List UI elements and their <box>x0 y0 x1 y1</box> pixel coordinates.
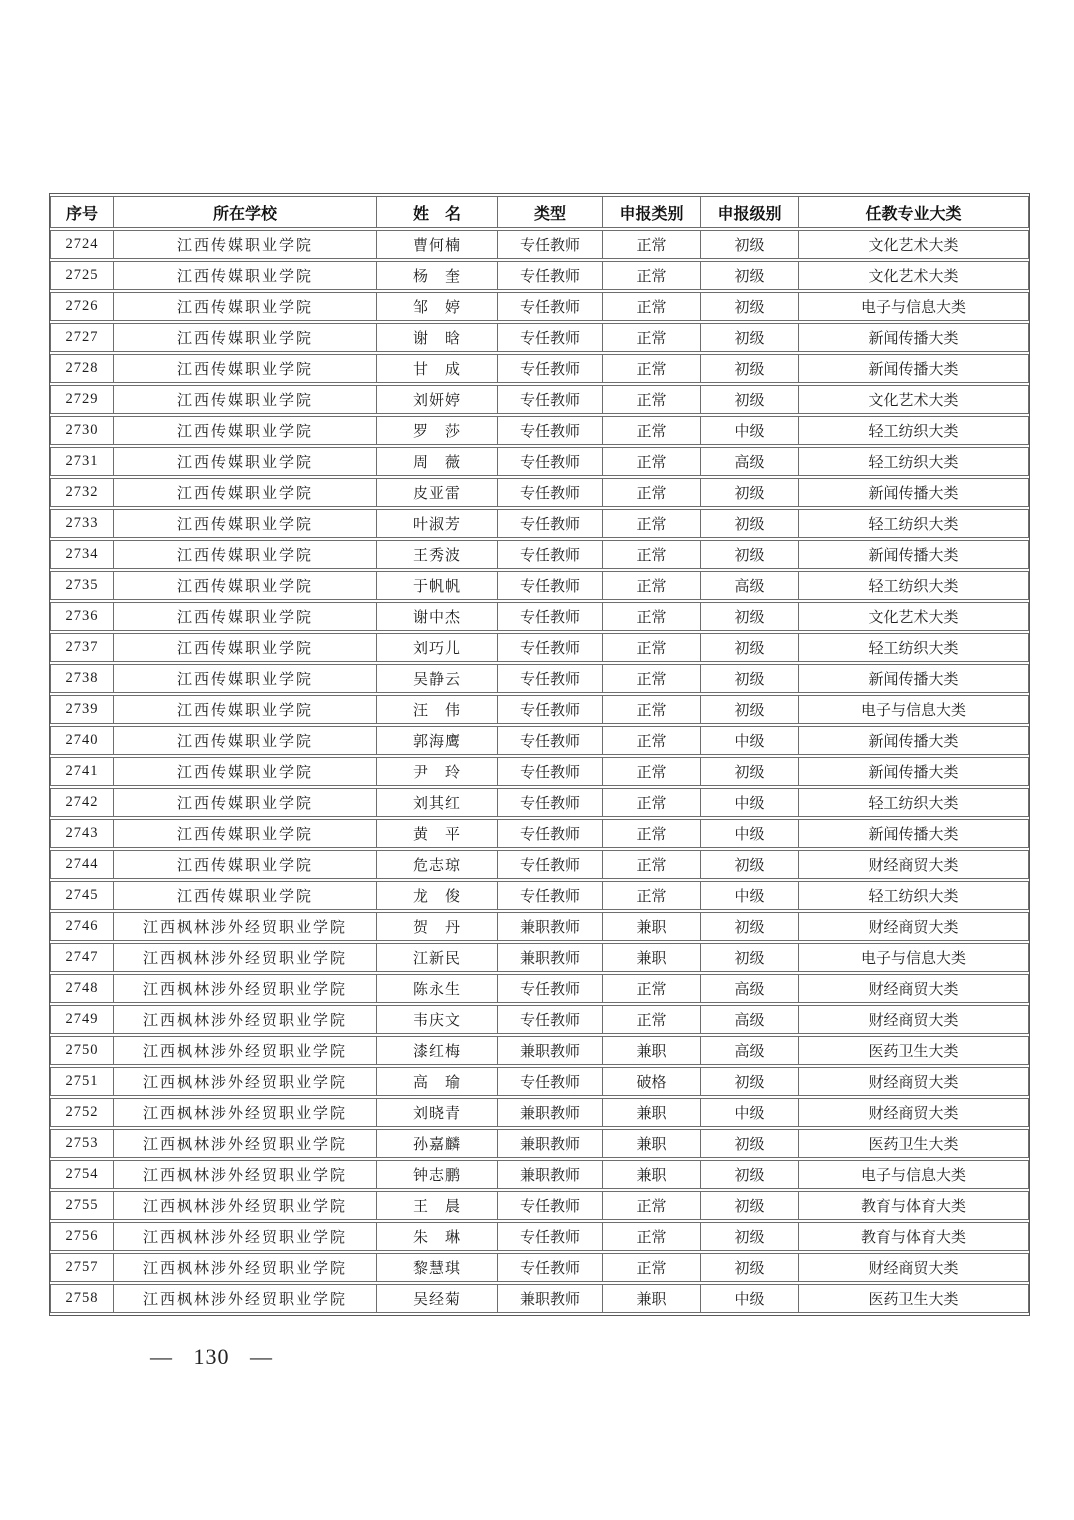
type-cell: 兼职教师 <box>498 1160 603 1189</box>
teacher-roster-table-wrap <box>49 193 1028 1316</box>
category-cell: 兼职 <box>603 1098 701 1127</box>
name-cell: 黄 平 <box>377 819 498 848</box>
index-cell: 2730 <box>50 416 114 445</box>
type-cell: 兼职教师 <box>498 943 603 972</box>
table-row <box>50 881 1029 910</box>
type-cell: 专任教师 <box>498 664 603 693</box>
category-cell: 正常 <box>603 1222 701 1251</box>
table-row <box>50 1160 1029 1189</box>
table-row <box>50 1253 1029 1282</box>
table-row <box>50 1129 1029 1158</box>
index-cell: 2740 <box>50 726 114 755</box>
index-cell: 2738 <box>50 664 114 693</box>
index-cell: 2752 <box>50 1098 114 1127</box>
table-row <box>50 788 1029 817</box>
name-cell: 钟志鹏 <box>377 1160 498 1189</box>
category-cell: 正常 <box>603 571 701 600</box>
level-cell: 初级 <box>701 540 799 569</box>
level-cell: 初级 <box>701 1253 799 1282</box>
table-row <box>50 292 1029 321</box>
category-cell: 正常 <box>603 602 701 631</box>
category-cell: 正常 <box>603 292 701 321</box>
major-cell: 文化艺术大类 <box>799 230 1029 259</box>
table-row <box>50 819 1029 848</box>
index-cell: 2728 <box>50 354 114 383</box>
type-cell: 专任教师 <box>498 323 603 352</box>
school-cell: 江西枫林涉外经贸职业学院 <box>114 1005 377 1034</box>
level-cell: 初级 <box>701 695 799 724</box>
level-cell: 初级 <box>701 602 799 631</box>
level-cell: 初级 <box>701 230 799 259</box>
table-row <box>50 695 1029 724</box>
type-cell: 专任教师 <box>498 540 603 569</box>
school-cell: 江西传媒职业学院 <box>114 633 377 662</box>
index-cell: 2736 <box>50 602 114 631</box>
table-row <box>50 354 1029 383</box>
level-cell: 初级 <box>701 385 799 414</box>
type-cell: 专任教师 <box>498 1005 603 1034</box>
type-cell: 专任教师 <box>498 509 603 538</box>
level-cell: 高级 <box>701 974 799 1003</box>
name-cell: 杨 奎 <box>377 261 498 290</box>
index-cell: 2757 <box>50 1253 114 1282</box>
type-cell: 专任教师 <box>498 478 603 507</box>
index-cell: 2739 <box>50 695 114 724</box>
major-cell: 财经商贸大类 <box>799 1005 1029 1034</box>
index-cell: 2737 <box>50 633 114 662</box>
school-cell: 江西传媒职业学院 <box>114 726 377 755</box>
school-cell: 江西传媒职业学院 <box>114 664 377 693</box>
major-cell: 新闻传播大类 <box>799 354 1029 383</box>
level-cell: 初级 <box>701 943 799 972</box>
name-cell: 韦庆文 <box>377 1005 498 1034</box>
major-cell: 轻工纺织大类 <box>799 571 1029 600</box>
category-cell: 正常 <box>603 974 701 1003</box>
index-cell: 2746 <box>50 912 114 941</box>
name-cell: 汪 伟 <box>377 695 498 724</box>
index-cell: 2732 <box>50 478 114 507</box>
school-cell: 江西传媒职业学院 <box>114 230 377 259</box>
category-cell: 正常 <box>603 447 701 476</box>
table-row <box>50 1284 1029 1313</box>
category-cell: 正常 <box>603 323 701 352</box>
major-cell: 文化艺术大类 <box>799 385 1029 414</box>
table-row <box>50 757 1029 786</box>
name-cell: 皮亚雷 <box>377 478 498 507</box>
index-cell: 2725 <box>50 261 114 290</box>
index-cell: 2733 <box>50 509 114 538</box>
type-cell: 专任教师 <box>498 571 603 600</box>
school-cell: 江西传媒职业学院 <box>114 540 377 569</box>
level-cell: 高级 <box>701 1005 799 1034</box>
school-cell: 江西枫林涉外经贸职业学院 <box>114 943 377 972</box>
category-cell: 正常 <box>603 726 701 755</box>
page-number: — 130 — <box>150 1344 273 1369</box>
col-header-major: 任教专业大类 <box>799 196 1029 228</box>
type-cell: 专任教师 <box>498 416 603 445</box>
table-row <box>50 447 1029 476</box>
table-row <box>50 1222 1029 1251</box>
name-cell: 尹 玲 <box>377 757 498 786</box>
name-cell: 吴经菊 <box>377 1284 498 1313</box>
name-cell: 江新民 <box>377 943 498 972</box>
type-cell: 兼职教师 <box>498 1284 603 1313</box>
name-cell: 孙嘉麟 <box>377 1129 498 1158</box>
type-cell: 专任教师 <box>498 695 603 724</box>
index-cell: 2748 <box>50 974 114 1003</box>
type-cell: 专任教师 <box>498 354 603 383</box>
type-cell: 专任教师 <box>498 1253 603 1282</box>
school-cell: 江西枫林涉外经贸职业学院 <box>114 1284 377 1313</box>
name-cell: 危志琼 <box>377 850 498 879</box>
school-cell: 江西传媒职业学院 <box>114 571 377 600</box>
index-cell: 2743 <box>50 819 114 848</box>
major-cell: 轻工纺织大类 <box>799 881 1029 910</box>
category-cell: 正常 <box>603 695 701 724</box>
major-cell: 新闻传播大类 <box>799 819 1029 848</box>
category-cell: 正常 <box>603 633 701 662</box>
type-cell: 专任教师 <box>498 602 603 631</box>
index-cell: 2758 <box>50 1284 114 1313</box>
type-cell: 专任教师 <box>498 1191 603 1220</box>
name-cell: 郭海鹰 <box>377 726 498 755</box>
index-cell: 2729 <box>50 385 114 414</box>
table-row <box>50 602 1029 631</box>
major-cell: 电子与信息大类 <box>799 943 1029 972</box>
type-cell: 专任教师 <box>498 633 603 662</box>
major-cell: 新闻传播大类 <box>799 540 1029 569</box>
type-cell: 专任教师 <box>498 385 603 414</box>
school-cell: 江西传媒职业学院 <box>114 385 377 414</box>
school-cell: 江西枫林涉外经贸职业学院 <box>114 1253 377 1282</box>
type-cell: 专任教师 <box>498 230 603 259</box>
index-cell: 2727 <box>50 323 114 352</box>
name-cell: 刘妍婷 <box>377 385 498 414</box>
level-cell: 初级 <box>701 912 799 941</box>
index-cell: 2747 <box>50 943 114 972</box>
index-cell: 2750 <box>50 1036 114 1065</box>
index-cell: 2726 <box>50 292 114 321</box>
index-cell: 2745 <box>50 881 114 910</box>
level-cell: 中级 <box>701 819 799 848</box>
type-cell: 专任教师 <box>498 292 603 321</box>
major-cell: 轻工纺织大类 <box>799 416 1029 445</box>
name-cell: 甘 成 <box>377 354 498 383</box>
major-cell: 财经商贸大类 <box>799 1098 1029 1127</box>
category-cell: 正常 <box>603 1253 701 1282</box>
index-cell: 2734 <box>50 540 114 569</box>
level-cell: 初级 <box>701 757 799 786</box>
major-cell: 电子与信息大类 <box>799 1160 1029 1189</box>
major-cell: 医药卫生大类 <box>799 1284 1029 1313</box>
index-cell: 2754 <box>50 1160 114 1189</box>
category-cell: 正常 <box>603 757 701 786</box>
category-cell: 兼职 <box>603 912 701 941</box>
col-header-type: 类型 <box>498 196 603 228</box>
type-cell: 专任教师 <box>498 850 603 879</box>
level-cell: 初级 <box>701 1067 799 1096</box>
name-cell: 贺 丹 <box>377 912 498 941</box>
category-cell: 正常 <box>603 354 701 383</box>
type-cell: 兼职教师 <box>498 1036 603 1065</box>
level-cell: 中级 <box>701 1098 799 1127</box>
name-cell: 刘晓青 <box>377 1098 498 1127</box>
major-cell: 新闻传播大类 <box>799 664 1029 693</box>
name-cell: 陈永生 <box>377 974 498 1003</box>
category-cell: 正常 <box>603 788 701 817</box>
level-cell: 初级 <box>701 1222 799 1251</box>
name-cell: 邹 婷 <box>377 292 498 321</box>
type-cell: 专任教师 <box>498 261 603 290</box>
index-cell: 2749 <box>50 1005 114 1034</box>
index-cell: 2755 <box>50 1191 114 1220</box>
major-cell: 电子与信息大类 <box>799 695 1029 724</box>
type-cell: 专任教师 <box>498 974 603 1003</box>
major-cell: 新闻传播大类 <box>799 757 1029 786</box>
table-row <box>50 1005 1029 1034</box>
level-cell: 初级 <box>701 478 799 507</box>
name-cell: 高 瑜 <box>377 1067 498 1096</box>
table-row <box>50 1191 1029 1220</box>
category-cell: 正常 <box>603 850 701 879</box>
index-cell: 2724 <box>50 230 114 259</box>
table-row <box>50 912 1029 941</box>
name-cell: 龙 俊 <box>377 881 498 910</box>
type-cell: 专任教师 <box>498 726 603 755</box>
col-header-index: 序号 <box>50 196 114 228</box>
school-cell: 江西传媒职业学院 <box>114 881 377 910</box>
school-cell: 江西枫林涉外经贸职业学院 <box>114 1222 377 1251</box>
index-cell: 2742 <box>50 788 114 817</box>
school-cell: 江西传媒职业学院 <box>114 447 377 476</box>
category-cell: 正常 <box>603 1191 701 1220</box>
school-cell: 江西传媒职业学院 <box>114 478 377 507</box>
category-cell: 破格 <box>603 1067 701 1096</box>
level-cell: 中级 <box>701 726 799 755</box>
category-cell: 正常 <box>603 1005 701 1034</box>
level-cell: 初级 <box>701 354 799 383</box>
major-cell: 财经商贸大类 <box>799 912 1029 941</box>
major-cell: 轻工纺织大类 <box>799 509 1029 538</box>
category-cell: 兼职 <box>603 1129 701 1158</box>
school-cell: 江西传媒职业学院 <box>114 819 377 848</box>
major-cell: 医药卫生大类 <box>799 1036 1029 1065</box>
category-cell: 正常 <box>603 478 701 507</box>
table-row <box>50 261 1029 290</box>
table-row <box>50 1036 1029 1065</box>
type-cell: 专任教师 <box>498 788 603 817</box>
category-cell: 正常 <box>603 385 701 414</box>
index-cell: 2756 <box>50 1222 114 1251</box>
school-cell: 江西传媒职业学院 <box>114 757 377 786</box>
school-cell: 江西传媒职业学院 <box>114 509 377 538</box>
table-row <box>50 509 1029 538</box>
col-header-category: 申报类别 <box>603 196 701 228</box>
name-cell: 周 薇 <box>377 447 498 476</box>
name-cell: 刘巧儿 <box>377 633 498 662</box>
table-row <box>50 540 1029 569</box>
school-cell: 江西传媒职业学院 <box>114 602 377 631</box>
name-cell: 曹何楠 <box>377 230 498 259</box>
teacher-roster-table <box>49 193 1030 1316</box>
school-cell: 江西传媒职业学院 <box>114 788 377 817</box>
type-cell: 专任教师 <box>498 1067 603 1096</box>
table-row <box>50 850 1029 879</box>
type-cell: 专任教师 <box>498 1222 603 1251</box>
name-cell: 漆红梅 <box>377 1036 498 1065</box>
major-cell: 电子与信息大类 <box>799 292 1029 321</box>
index-cell: 2751 <box>50 1067 114 1096</box>
level-cell: 初级 <box>701 261 799 290</box>
category-cell: 兼职 <box>603 1160 701 1189</box>
major-cell: 财经商贸大类 <box>799 850 1029 879</box>
category-cell: 正常 <box>603 230 701 259</box>
major-cell: 财经商贸大类 <box>799 1067 1029 1096</box>
school-cell: 江西枫林涉外经贸职业学院 <box>114 1191 377 1220</box>
table-row <box>50 230 1029 259</box>
school-cell: 江西传媒职业学院 <box>114 354 377 383</box>
category-cell: 正常 <box>603 819 701 848</box>
table-row <box>50 1098 1029 1127</box>
name-cell: 刘其红 <box>377 788 498 817</box>
school-cell: 江西传媒职业学院 <box>114 695 377 724</box>
school-cell: 江西传媒职业学院 <box>114 416 377 445</box>
name-cell: 于帆帆 <box>377 571 498 600</box>
level-cell: 初级 <box>701 633 799 662</box>
level-cell: 初级 <box>701 1129 799 1158</box>
col-header-level: 申报级别 <box>701 196 799 228</box>
school-cell: 江西枫林涉外经贸职业学院 <box>114 1036 377 1065</box>
major-cell: 新闻传播大类 <box>799 478 1029 507</box>
school-cell: 江西传媒职业学院 <box>114 323 377 352</box>
category-cell: 正常 <box>603 261 701 290</box>
name-cell: 罗 莎 <box>377 416 498 445</box>
category-cell: 兼职 <box>603 943 701 972</box>
level-cell: 中级 <box>701 881 799 910</box>
index-cell: 2741 <box>50 757 114 786</box>
table-row <box>50 943 1029 972</box>
level-cell: 初级 <box>701 850 799 879</box>
col-header-school: 所在学校 <box>114 196 377 228</box>
major-cell: 医药卫生大类 <box>799 1129 1029 1158</box>
index-cell: 2735 <box>50 571 114 600</box>
category-cell: 兼职 <box>603 1036 701 1065</box>
table-header-row <box>50 196 1029 228</box>
table-row <box>50 664 1029 693</box>
table-row <box>50 478 1029 507</box>
col-header-name: 姓 名 <box>377 196 498 228</box>
name-cell: 谢中杰 <box>377 602 498 631</box>
major-cell: 财经商贸大类 <box>799 1253 1029 1282</box>
name-cell: 王 晨 <box>377 1191 498 1220</box>
type-cell: 兼职教师 <box>498 1098 603 1127</box>
table-row <box>50 1067 1029 1096</box>
level-cell: 初级 <box>701 292 799 321</box>
category-cell: 正常 <box>603 509 701 538</box>
type-cell: 兼职教师 <box>498 912 603 941</box>
table-row <box>50 633 1029 662</box>
level-cell: 中级 <box>701 416 799 445</box>
table-row <box>50 974 1029 1003</box>
type-cell: 兼职教师 <box>498 1129 603 1158</box>
type-cell: 专任教师 <box>498 447 603 476</box>
name-cell: 朱 琳 <box>377 1222 498 1251</box>
major-cell: 轻工纺织大类 <box>799 447 1029 476</box>
table-row <box>50 571 1029 600</box>
major-cell: 轻工纺织大类 <box>799 788 1029 817</box>
name-cell: 叶淑芳 <box>377 509 498 538</box>
category-cell: 正常 <box>603 416 701 445</box>
type-cell: 专任教师 <box>498 881 603 910</box>
major-cell: 文化艺术大类 <box>799 602 1029 631</box>
major-cell: 财经商贸大类 <box>799 974 1029 1003</box>
name-cell: 吴静云 <box>377 664 498 693</box>
index-cell: 2744 <box>50 850 114 879</box>
school-cell: 江西枫林涉外经贸职业学院 <box>114 1098 377 1127</box>
index-cell: 2753 <box>50 1129 114 1158</box>
major-cell: 新闻传播大类 <box>799 726 1029 755</box>
major-cell: 新闻传播大类 <box>799 323 1029 352</box>
school-cell: 江西传媒职业学院 <box>114 261 377 290</box>
school-cell: 江西枫林涉外经贸职业学院 <box>114 1160 377 1189</box>
school-cell: 江西枫林涉外经贸职业学院 <box>114 1129 377 1158</box>
table-row <box>50 385 1029 414</box>
level-cell: 高级 <box>701 1036 799 1065</box>
name-cell: 王秀波 <box>377 540 498 569</box>
level-cell: 初级 <box>701 1191 799 1220</box>
category-cell: 正常 <box>603 881 701 910</box>
school-cell: 江西传媒职业学院 <box>114 850 377 879</box>
school-cell: 江西枫林涉外经贸职业学院 <box>114 1067 377 1096</box>
table-row <box>50 323 1029 352</box>
table-row <box>50 416 1029 445</box>
school-cell: 江西枫林涉外经贸职业学院 <box>114 974 377 1003</box>
type-cell: 专任教师 <box>498 819 603 848</box>
name-cell: 黎慧琪 <box>377 1253 498 1282</box>
school-cell: 江西枫林涉外经贸职业学院 <box>114 912 377 941</box>
index-cell: 2731 <box>50 447 114 476</box>
level-cell: 中级 <box>701 788 799 817</box>
category-cell: 正常 <box>603 664 701 693</box>
category-cell: 兼职 <box>603 1284 701 1313</box>
category-cell: 正常 <box>603 540 701 569</box>
school-cell: 江西传媒职业学院 <box>114 292 377 321</box>
type-cell: 专任教师 <box>498 757 603 786</box>
major-cell: 文化艺术大类 <box>799 261 1029 290</box>
major-cell: 教育与体育大类 <box>799 1222 1029 1251</box>
name-cell: 谢 晗 <box>377 323 498 352</box>
level-cell: 初级 <box>701 1160 799 1189</box>
level-cell: 初级 <box>701 509 799 538</box>
table-body <box>50 230 1029 1313</box>
level-cell: 高级 <box>701 447 799 476</box>
level-cell: 高级 <box>701 571 799 600</box>
level-cell: 初级 <box>701 323 799 352</box>
major-cell: 教育与体育大类 <box>799 1191 1029 1220</box>
level-cell: 中级 <box>701 1284 799 1313</box>
major-cell: 轻工纺织大类 <box>799 633 1029 662</box>
table-row <box>50 726 1029 755</box>
level-cell: 初级 <box>701 664 799 693</box>
